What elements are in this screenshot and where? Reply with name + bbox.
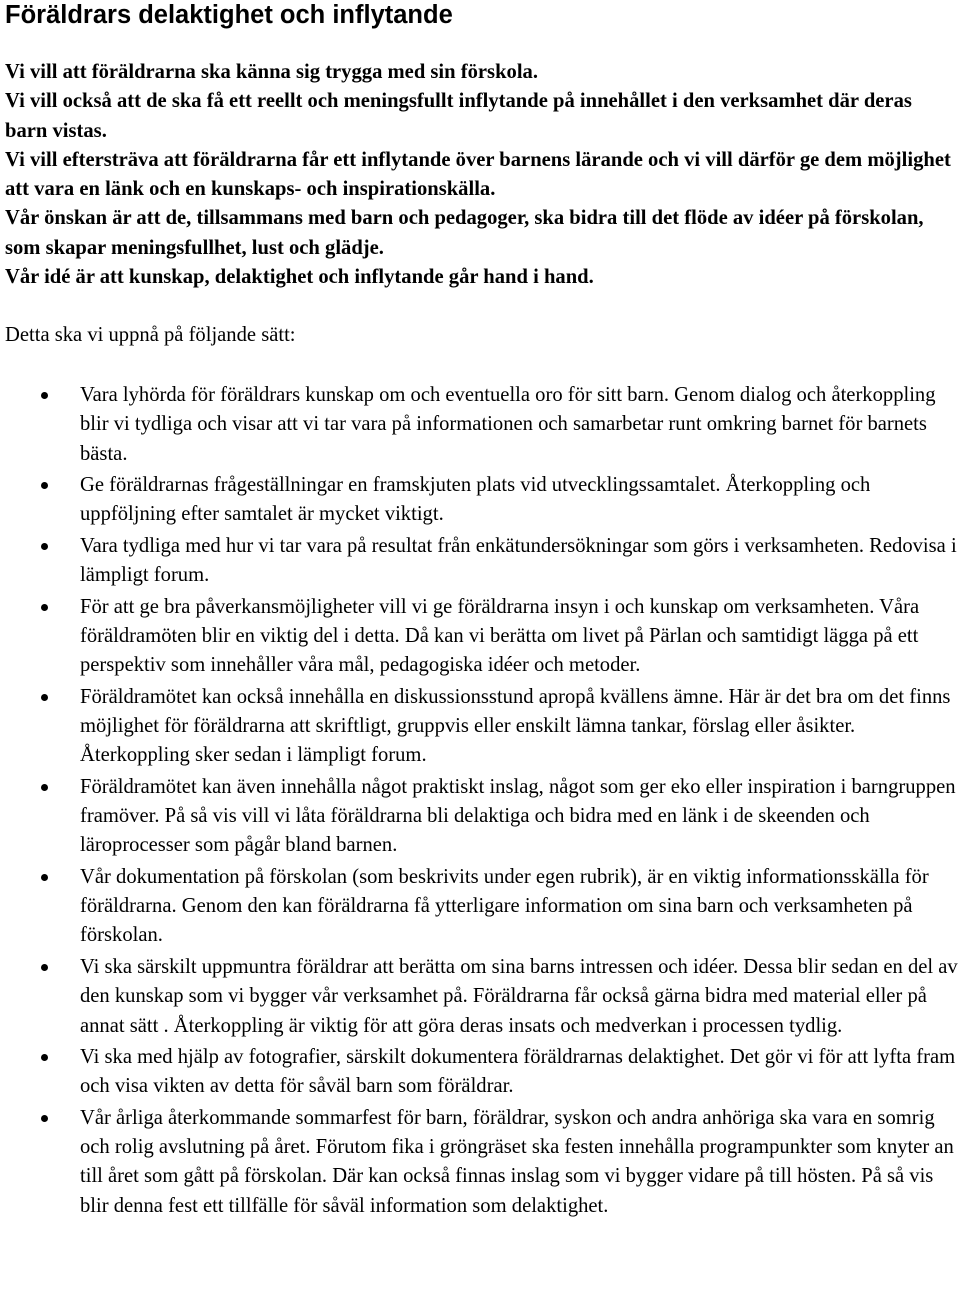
list-item-text: Vi ska särskilt uppmuntra föräldrar att berätta om sina barns intressen och idéer. Dessa blir sedan en del av den kunskap som vi bygger vår verksamhet på. Föräldrarna får också gärna bidra med material eller på annat sätt . Återkoppling är viktig för att göra deras insats och medverkan i processen tydlig. [80, 955, 958, 1037]
goal-paragraph: Vi vill eftersträva att föräldrarna får ett inflytande över barnens lärande och vi vill därför ge dem möjlighet att vara en länk och en kunskaps- och inspirationskälla. [5, 148, 951, 201]
bullet-icon [41, 874, 48, 881]
list-item-text: Föräldramötet kan också innehålla en diskussionsstund apropå kvällens ämne. Här är det bra om det finns möjlighet för föräldrarna att skriftligt, gruppvis eller enskilt lämna tankar, förslag eller åsikter. Återkoppling sker sedan i lämpligt forum. [80, 685, 951, 767]
goal-paragraph: Vår idé är att kunskap, delaktighet och inflytande går hand i hand. [5, 266, 594, 289]
list-item [0, 593, 960, 681]
bullet-icon [41, 784, 48, 791]
intro-text: Detta ska vi uppnå på följande sätt: [5, 324, 296, 346]
goal-paragraph: Vi vill att föräldrarna ska känna sig trygga med sin förskola. [5, 61, 538, 83]
list-item-text: Föräldramötet kan även innehålla något praktiskt inslag, något som ger eko eller inspiration i barngruppen framöver. På så vis vill vi låta föräldrarna bli delaktiga och bidra med en länk i de skeenden och läroprocesser som pågår bland barnen. [80, 775, 956, 857]
bullet-icon [41, 1054, 48, 1061]
bullet-icon [41, 694, 48, 701]
list-item [0, 532, 960, 591]
goals-section [5, 58, 955, 292]
list-item-text: Vår årliga återkommande sommarfest för barn, föräldrar, syskon och andra anhöriga ska vara en somrig och rolig avslutning på året. Förutom fika i gröngräset ska festen innehålla programpunkter som knyter an till året som gått på förskolan. Där kan också finnas inslag som vi bygger vidare på till hösten. På så vis blir denna fest ett tillfälle för såväl information som delaktighet. [80, 1106, 954, 1217]
list-item [0, 863, 960, 951]
bullet-icon [41, 1115, 48, 1122]
bullet-icon [41, 964, 48, 971]
list-item [0, 1104, 960, 1221]
goal-paragraph: Vi vill också att de ska få ett reellt och meningsfullt inflytande på innehållet i den verksamhet där deras barn vistas. [5, 90, 912, 142]
page-title: Föräldrars delaktighet och inflytande [5, 1, 453, 29]
list-item [0, 381, 960, 469]
bullet-icon [41, 392, 48, 399]
list-item [0, 683, 960, 771]
list-item [0, 1043, 960, 1102]
bullet-icon [41, 482, 48, 489]
list-item-text: Vi ska med hjälp av fotografier, särskilt dokumentera föräldrarnas delaktighet. Det gör vi för att lyfta fram och visa vikten av detta för såväl barn som föräldrar. [80, 1046, 956, 1098]
goal-paragraph: Vår önskan är att de, tillsammans med barn och pedagoger, ska bidra till det flöde av idéer på förskolan, som skapar meningsfullhet, lust och glädje. [5, 207, 924, 259]
list-item-text: Vara lyhörda för föräldrars kunskap om och eventuella oro för sitt barn. Genom dialog och återkoppling blir vi tydliga och visar att vi tar vara på informationen och samarbetar runt omkring barnet för barnets bästa. [80, 384, 936, 465]
list-item [0, 773, 960, 861]
bullet-icon [41, 604, 48, 611]
bullet-icon [41, 543, 48, 550]
bullet-list [0, 381, 960, 1223]
list-item [0, 471, 960, 530]
list-item [0, 953, 960, 1041]
list-item-text: Vår dokumentation på förskolan (som beskrivits under egen rubrik), är en viktig informationsskälla för föräldrarna. Genom den kan föräldrarna få ytterligare information om sina barn och verksamheten på förskolan. [80, 865, 929, 947]
list-item-text: För att ge bra påverkansmöjligheter vill vi ge föräldrarna insyn i och kunskap om verksamheten. Våra föräldramöten blir en viktig del i detta. Då kan vi berätta om livet på Pärlan och samtidigt lägga på ett perspektiv som innehåller våra mål, pedagogiska idéer och metoder. [80, 595, 920, 677]
list-item-text: Ge föräldrarnas frågeställningar en framskjuten plats vid utvecklingssamtalet. Återkoppling och uppföljning efter samtalet är mycket viktigt. [80, 474, 871, 526]
list-item-text: Vara tydliga med hur vi tar vara på resultat från enkätundersökningar som görs i verksamheten. Redovisa i lämpligt forum. [80, 534, 957, 587]
